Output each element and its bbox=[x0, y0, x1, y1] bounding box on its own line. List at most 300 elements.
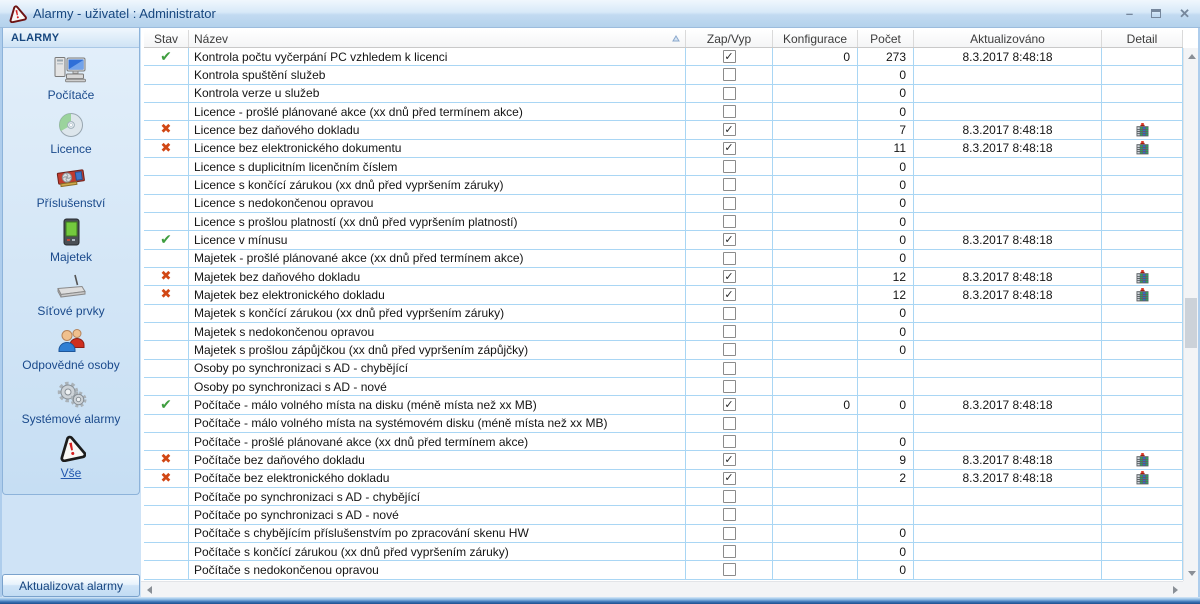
sidebar-item-label: Odpovědné osoby bbox=[22, 358, 120, 372]
cross-icon: ✖ bbox=[160, 452, 172, 468]
sidebar-item-3[interactable] bbox=[3, 217, 139, 264]
detail-cell bbox=[1102, 48, 1183, 65]
alarm-name: Licence bez elektronického dokumentu bbox=[189, 140, 686, 157]
enabled-cell bbox=[686, 250, 773, 267]
detail-cell bbox=[1102, 176, 1183, 193]
pocet-value: 0 bbox=[858, 213, 914, 230]
status-cell bbox=[144, 378, 189, 395]
detail-cell bbox=[1102, 488, 1183, 505]
status-cell bbox=[144, 451, 189, 468]
graphics-card-icon bbox=[54, 163, 88, 194]
enabled-cell bbox=[686, 268, 773, 285]
konfigurace-value bbox=[773, 231, 858, 248]
sidebar-item-label: Příslušenství bbox=[36, 196, 106, 210]
enabled-checkbox[interactable] bbox=[723, 197, 736, 210]
status-cell bbox=[144, 213, 189, 230]
detail-cell bbox=[1102, 158, 1183, 175]
pocet-value: 0 bbox=[858, 561, 914, 578]
pocet-value: 0 bbox=[858, 158, 914, 175]
table-row[interactable] bbox=[144, 506, 1183, 524]
pocet-value: 0 bbox=[858, 323, 914, 340]
window-titlebar bbox=[0, 0, 1200, 28]
maximize-icon bbox=[1151, 9, 1161, 18]
enabled-checkbox[interactable] bbox=[723, 123, 736, 136]
enabled-cell bbox=[686, 305, 773, 322]
pocet-value: 11 bbox=[858, 140, 914, 157]
status-cell bbox=[144, 415, 189, 432]
pocet-value bbox=[858, 415, 914, 432]
minimize-button[interactable]: – bbox=[1125, 5, 1134, 21]
table-row[interactable] bbox=[144, 176, 1183, 194]
computer-icon bbox=[54, 55, 88, 86]
table-row[interactable] bbox=[144, 561, 1183, 579]
alarm-name: Majetek bez daňového dokladu bbox=[189, 268, 686, 285]
updated-value bbox=[914, 158, 1102, 175]
enabled-cell bbox=[686, 213, 773, 230]
scroll-down-arrow[interactable] bbox=[1184, 565, 1199, 581]
table-row[interactable] bbox=[144, 85, 1183, 103]
table-row[interactable] bbox=[144, 231, 1183, 249]
enabled-checkbox[interactable] bbox=[723, 472, 736, 485]
status-cell bbox=[144, 195, 189, 212]
cross-icon: ✖ bbox=[160, 470, 172, 486]
updated-value bbox=[914, 488, 1102, 505]
pocet-value: 12 bbox=[858, 286, 914, 303]
column-header-zapvyp[interactable]: Zap/Vyp bbox=[686, 30, 773, 47]
konfigurace-value bbox=[773, 176, 858, 193]
alarm-name: Počítače po synchronizaci s AD - nové bbox=[189, 506, 686, 523]
pocet-value: 0 bbox=[858, 85, 914, 102]
table-row[interactable] bbox=[144, 396, 1183, 414]
enabled-checkbox[interactable] bbox=[723, 417, 736, 430]
status-cell bbox=[144, 525, 189, 542]
table-row[interactable] bbox=[144, 250, 1183, 268]
updated-value bbox=[914, 305, 1102, 322]
enabled-checkbox[interactable] bbox=[723, 508, 736, 521]
alarm-name: Majetek s končící zárukou (xx dnů před vypršením záruky) bbox=[189, 305, 686, 322]
table-row[interactable] bbox=[144, 158, 1183, 176]
enabled-cell bbox=[686, 176, 773, 193]
enabled-checkbox[interactable] bbox=[723, 325, 736, 338]
cross-icon: ✖ bbox=[160, 140, 172, 156]
status-cell bbox=[144, 396, 189, 413]
updated-value bbox=[914, 415, 1102, 432]
sidebar-item-label: Systémové alarmy bbox=[21, 412, 121, 426]
detail-cell bbox=[1102, 378, 1183, 395]
sidebar-panel bbox=[2, 28, 140, 495]
check-icon: ✔ bbox=[160, 231, 172, 248]
pocet-value: 0 bbox=[858, 396, 914, 413]
column-header-stav[interactable]: Stav bbox=[144, 30, 189, 47]
pocet-value: 0 bbox=[858, 543, 914, 560]
alarm-name: Počítače s nedokončenou opravou bbox=[189, 561, 686, 578]
table-row[interactable] bbox=[144, 433, 1183, 451]
updated-value: 8.3.2017 8:48:18 bbox=[914, 451, 1102, 468]
status-cell bbox=[144, 268, 189, 285]
enabled-cell bbox=[686, 470, 773, 487]
detail-cell bbox=[1102, 525, 1183, 542]
table-row[interactable] bbox=[144, 415, 1183, 433]
alarm-name: Počítače bez daňového dokladu bbox=[189, 451, 686, 468]
cross-icon: ✖ bbox=[160, 269, 172, 285]
updated-value bbox=[914, 378, 1102, 395]
detail-cell bbox=[1102, 195, 1183, 212]
enabled-checkbox[interactable] bbox=[723, 50, 736, 63]
konfigurace-value bbox=[773, 525, 858, 542]
alarm-name: Majetek s nedokončenou opravou bbox=[189, 323, 686, 340]
status-cell bbox=[144, 158, 189, 175]
gears-icon bbox=[56, 379, 87, 410]
enabled-checkbox[interactable] bbox=[723, 398, 736, 411]
updated-value bbox=[914, 433, 1102, 450]
enabled-checkbox[interactable] bbox=[723, 87, 736, 100]
enabled-checkbox[interactable] bbox=[723, 68, 736, 81]
alarm-name: Počítače s chybějícím příslušenstvím po zpracování skenu HW bbox=[189, 525, 686, 542]
status-cell bbox=[144, 561, 189, 578]
sidebar-item-0[interactable] bbox=[3, 55, 139, 102]
table-row[interactable] bbox=[144, 195, 1183, 213]
update-alarms-button[interactable]: Aktualizovat alarmy bbox=[2, 574, 140, 597]
enabled-cell bbox=[686, 433, 773, 450]
pocet-value: 7 bbox=[858, 121, 914, 138]
detail-cell bbox=[1102, 231, 1183, 248]
status-cell bbox=[144, 323, 189, 340]
updated-value: 8.3.2017 8:48:18 bbox=[914, 470, 1102, 487]
status-cell bbox=[144, 360, 189, 377]
table-body bbox=[144, 48, 1183, 581]
column-header-pocet[interactable]: Počet bbox=[858, 30, 914, 47]
updated-value bbox=[914, 213, 1102, 230]
pocet-value: 0 bbox=[858, 66, 914, 83]
sidebar bbox=[2, 28, 141, 597]
konfigurace-value bbox=[773, 286, 858, 303]
enabled-checkbox[interactable] bbox=[723, 288, 736, 301]
detail-cell bbox=[1102, 250, 1183, 267]
table-row[interactable] bbox=[144, 121, 1183, 139]
table-header bbox=[144, 30, 1183, 48]
detail-icon[interactable] bbox=[1136, 288, 1149, 302]
updated-value: 8.3.2017 8:48:18 bbox=[914, 231, 1102, 248]
enabled-cell bbox=[686, 506, 773, 523]
enabled-checkbox[interactable] bbox=[723, 142, 736, 155]
table-row[interactable] bbox=[144, 378, 1183, 396]
detail-cell bbox=[1102, 506, 1183, 523]
enabled-cell bbox=[686, 341, 773, 358]
pocet-value: 273 bbox=[858, 48, 914, 65]
status-cell bbox=[144, 543, 189, 560]
table-row[interactable] bbox=[144, 286, 1183, 304]
enabled-cell bbox=[686, 415, 773, 432]
table-row[interactable] bbox=[144, 323, 1183, 341]
sidebar-header: ALARMY bbox=[3, 28, 139, 48]
window-controls bbox=[1125, 5, 1190, 21]
konfigurace-value bbox=[773, 268, 858, 285]
enabled-checkbox[interactable] bbox=[723, 105, 736, 118]
konfigurace-value bbox=[773, 103, 858, 120]
updated-value bbox=[914, 195, 1102, 212]
updated-value bbox=[914, 506, 1102, 523]
network-device-icon bbox=[54, 271, 88, 302]
konfigurace-value bbox=[773, 66, 858, 83]
column-header-nazev[interactable] bbox=[189, 30, 686, 47]
enabled-checkbox[interactable] bbox=[723, 453, 736, 466]
alarm-name: Osoby po synchronizaci s AD - nové bbox=[189, 378, 686, 395]
scroll-up-arrow[interactable] bbox=[1184, 48, 1199, 64]
column-header-nazev-label: Název bbox=[194, 31, 229, 46]
status-cell bbox=[144, 231, 189, 248]
sidebar-item-1[interactable] bbox=[3, 109, 139, 156]
status-cell bbox=[144, 48, 189, 65]
alarm-name: Kontrola verze u služeb bbox=[189, 85, 686, 102]
konfigurace-value bbox=[773, 140, 858, 157]
table-row[interactable] bbox=[144, 360, 1183, 378]
pocet-value: 2 bbox=[858, 470, 914, 487]
enabled-checkbox[interactable] bbox=[723, 178, 736, 191]
sidebar-item-label: Majetek bbox=[49, 250, 93, 264]
status-cell bbox=[144, 85, 189, 102]
konfigurace-value bbox=[773, 378, 858, 395]
enabled-checkbox[interactable] bbox=[723, 563, 736, 576]
table-row[interactable] bbox=[144, 268, 1183, 286]
alarm-name: Licence s končící zárukou (xx dnů před vypršením záruky) bbox=[189, 176, 686, 193]
sidebar-item-label: Vše bbox=[60, 466, 82, 480]
updated-value bbox=[914, 66, 1102, 83]
enabled-cell bbox=[686, 158, 773, 175]
updated-value: 8.3.2017 8:48:18 bbox=[914, 396, 1102, 413]
window-left-edge bbox=[0, 28, 2, 597]
enabled-cell bbox=[686, 286, 773, 303]
enabled-checkbox[interactable] bbox=[723, 545, 736, 558]
konfigurace-value bbox=[773, 506, 858, 523]
konfigurace-value bbox=[773, 561, 858, 578]
enabled-checkbox[interactable] bbox=[723, 270, 736, 283]
detail-cell bbox=[1102, 121, 1183, 138]
detail-cell bbox=[1102, 85, 1183, 102]
window-bottom-edge bbox=[0, 597, 1200, 604]
alarm-name: Kontrola spuštění služeb bbox=[189, 66, 686, 83]
column-header-konfigurace[interactable]: Konfigurace bbox=[773, 30, 858, 47]
detail-cell bbox=[1102, 341, 1183, 358]
table-row[interactable] bbox=[144, 525, 1183, 543]
updated-value: 8.3.2017 8:48:18 bbox=[914, 48, 1102, 65]
alarm-name: Majetek - prošlé plánované akce (xx dnů před termínem akce) bbox=[189, 250, 686, 267]
table-row[interactable] bbox=[144, 140, 1183, 158]
detail-cell bbox=[1102, 433, 1183, 450]
konfigurace-value bbox=[773, 85, 858, 102]
detail-cell bbox=[1102, 543, 1183, 560]
pocet-value bbox=[858, 488, 914, 505]
detail-cell bbox=[1102, 268, 1183, 285]
sort-ascending-icon bbox=[672, 35, 680, 42]
pocet-value bbox=[858, 506, 914, 523]
alarm-name: Licence s prošlou platností (xx dnů před vypršením platností) bbox=[189, 213, 686, 230]
updated-value bbox=[914, 561, 1102, 578]
enabled-checkbox[interactable] bbox=[723, 160, 736, 173]
detail-icon[interactable] bbox=[1136, 453, 1149, 467]
pocet-value: 12 bbox=[858, 268, 914, 285]
pocet-value bbox=[858, 360, 914, 377]
sidebar-item-label: Licence bbox=[50, 142, 92, 156]
alarm-name: Počítače - málo volného místa na systémovém disku (méně místa než xx MB) bbox=[189, 415, 686, 432]
table-row[interactable] bbox=[144, 48, 1183, 66]
enabled-cell bbox=[686, 85, 773, 102]
detail-icon[interactable] bbox=[1136, 270, 1149, 284]
column-header-aktualizovano[interactable]: Aktualizováno bbox=[914, 30, 1102, 47]
enabled-checkbox[interactable] bbox=[723, 215, 736, 228]
detail-cell bbox=[1102, 451, 1183, 468]
enabled-cell bbox=[686, 451, 773, 468]
updated-value bbox=[914, 341, 1102, 358]
detail-icon[interactable] bbox=[1136, 141, 1149, 155]
status-cell bbox=[144, 176, 189, 193]
pocet-value: 0 bbox=[858, 231, 914, 248]
status-cell bbox=[144, 103, 189, 120]
detail-cell bbox=[1102, 415, 1183, 432]
alarm-name: Osoby po synchronizaci s AD - chybějící bbox=[189, 360, 686, 377]
enabled-checkbox[interactable] bbox=[723, 490, 736, 503]
konfigurace-value bbox=[773, 121, 858, 138]
alarm-triangle-icon bbox=[57, 433, 86, 464]
detail-cell bbox=[1102, 213, 1183, 230]
pocet-value: 0 bbox=[858, 195, 914, 212]
alarm-name: Počítače bez elektronického dokladu bbox=[189, 470, 686, 487]
enabled-cell bbox=[686, 140, 773, 157]
status-cell bbox=[144, 286, 189, 303]
vertical-scrollbar[interactable] bbox=[1183, 48, 1198, 581]
updated-value bbox=[914, 543, 1102, 560]
status-cell bbox=[144, 488, 189, 505]
cd-icon bbox=[56, 109, 86, 140]
enabled-checkbox[interactable] bbox=[723, 233, 736, 246]
detail-icon[interactable] bbox=[1136, 123, 1149, 137]
alarm-name: Licence s nedokončenou opravou bbox=[189, 195, 686, 212]
table-row[interactable] bbox=[144, 488, 1183, 506]
updated-value: 8.3.2017 8:48:18 bbox=[914, 140, 1102, 157]
konfigurace-value bbox=[773, 195, 858, 212]
table-row[interactable] bbox=[144, 341, 1183, 359]
konfigurace-value bbox=[773, 323, 858, 340]
enabled-cell bbox=[686, 360, 773, 377]
enabled-cell bbox=[686, 66, 773, 83]
people-icon bbox=[56, 325, 86, 356]
updated-value bbox=[914, 176, 1102, 193]
detail-cell bbox=[1102, 286, 1183, 303]
alarm-name: Majetek s prošlou zápůjčkou (xx dnů před vypršením zápůjčky) bbox=[189, 341, 686, 358]
alarm-name: Licence v mínusu bbox=[189, 231, 686, 248]
updated-value bbox=[914, 250, 1102, 267]
status-cell bbox=[144, 506, 189, 523]
detail-cell bbox=[1102, 103, 1183, 120]
enabled-checkbox[interactable] bbox=[723, 307, 736, 320]
detail-cell bbox=[1102, 470, 1183, 487]
scroll-right-arrow[interactable] bbox=[1167, 582, 1183, 597]
enabled-checkbox[interactable] bbox=[723, 380, 736, 393]
enabled-cell bbox=[686, 121, 773, 138]
pocet-value: 0 bbox=[858, 525, 914, 542]
pocet-value: 0 bbox=[858, 433, 914, 450]
status-cell bbox=[144, 66, 189, 83]
vertical-scrollbar-thumb[interactable] bbox=[1185, 298, 1197, 348]
enabled-checkbox[interactable] bbox=[723, 435, 736, 448]
enabled-cell bbox=[686, 525, 773, 542]
sidebar-item-2[interactable] bbox=[3, 163, 139, 210]
updated-value bbox=[914, 85, 1102, 102]
column-header-detail[interactable]: Detail bbox=[1102, 30, 1183, 47]
table-row[interactable] bbox=[144, 543, 1183, 561]
table-row[interactable] bbox=[144, 305, 1183, 323]
detail-cell bbox=[1102, 305, 1183, 322]
status-cell bbox=[144, 250, 189, 267]
scrollbar-corner bbox=[1183, 581, 1198, 597]
alarm-name: Počítače - prošlé plánované akce (xx dnů před termínem akce) bbox=[189, 433, 686, 450]
enabled-cell bbox=[686, 48, 773, 65]
detail-icon[interactable] bbox=[1136, 471, 1149, 485]
detail-cell bbox=[1102, 396, 1183, 413]
konfigurace-value bbox=[773, 451, 858, 468]
sidebar-item-label: Počítače bbox=[47, 88, 95, 102]
window-title: Alarmy - uživatel : Administrator bbox=[33, 6, 216, 21]
detail-cell bbox=[1102, 360, 1183, 377]
table-row[interactable] bbox=[144, 451, 1183, 469]
cross-icon: ✖ bbox=[160, 122, 172, 138]
table-row[interactable] bbox=[144, 470, 1183, 488]
table-row[interactable] bbox=[144, 103, 1183, 121]
pocet-value: 0 bbox=[858, 341, 914, 358]
alarm-name: Počítače po synchronizaci s AD - chybějící bbox=[189, 488, 686, 505]
alarm-name: Licence - prošlé plánované akce (xx dnů před termínem akce) bbox=[189, 103, 686, 120]
close-button[interactable]: ✕ bbox=[1179, 5, 1190, 21]
konfigurace-value bbox=[773, 305, 858, 322]
enabled-cell bbox=[686, 396, 773, 413]
sidebar-item-6[interactable] bbox=[3, 379, 139, 426]
scroll-left-arrow[interactable] bbox=[141, 582, 157, 597]
konfigurace-value bbox=[773, 543, 858, 560]
konfigurace-value bbox=[773, 213, 858, 230]
sidebar-item-5[interactable] bbox=[3, 325, 139, 372]
maximize-button[interactable] bbox=[1151, 8, 1161, 20]
pocet-value: 0 bbox=[858, 250, 914, 267]
sidebar-item-4[interactable] bbox=[3, 271, 139, 318]
enabled-cell bbox=[686, 231, 773, 248]
pocet-value: 0 bbox=[858, 305, 914, 322]
status-cell bbox=[144, 341, 189, 358]
enabled-cell bbox=[686, 195, 773, 212]
table-row[interactable] bbox=[144, 213, 1183, 231]
enabled-checkbox[interactable] bbox=[723, 252, 736, 265]
sidebar-item-7[interactable] bbox=[3, 433, 139, 480]
enabled-cell bbox=[686, 488, 773, 505]
updated-value: 8.3.2017 8:48:18 bbox=[914, 121, 1102, 138]
horizontal-scrollbar[interactable] bbox=[141, 581, 1183, 597]
alarm-name: Počítače s končící zárukou (xx dnů před vypršením záruky) bbox=[189, 543, 686, 560]
status-cell bbox=[144, 121, 189, 138]
konfigurace-value: 0 bbox=[773, 48, 858, 65]
alarm-name: Majetek bez elektronického dokladu bbox=[189, 286, 686, 303]
konfigurace-value bbox=[773, 360, 858, 377]
status-cell bbox=[144, 305, 189, 322]
alarm-table bbox=[141, 28, 1198, 597]
check-icon: ✔ bbox=[160, 396, 172, 413]
enabled-checkbox[interactable] bbox=[723, 362, 736, 375]
detail-cell bbox=[1102, 561, 1183, 578]
konfigurace-value bbox=[773, 250, 858, 267]
alarm-name: Licence bez daňového dokladu bbox=[189, 121, 686, 138]
table-row[interactable] bbox=[144, 66, 1183, 84]
detail-cell bbox=[1102, 323, 1183, 340]
enabled-checkbox[interactable] bbox=[723, 343, 736, 356]
enabled-cell bbox=[686, 103, 773, 120]
enabled-checkbox[interactable] bbox=[723, 527, 736, 540]
